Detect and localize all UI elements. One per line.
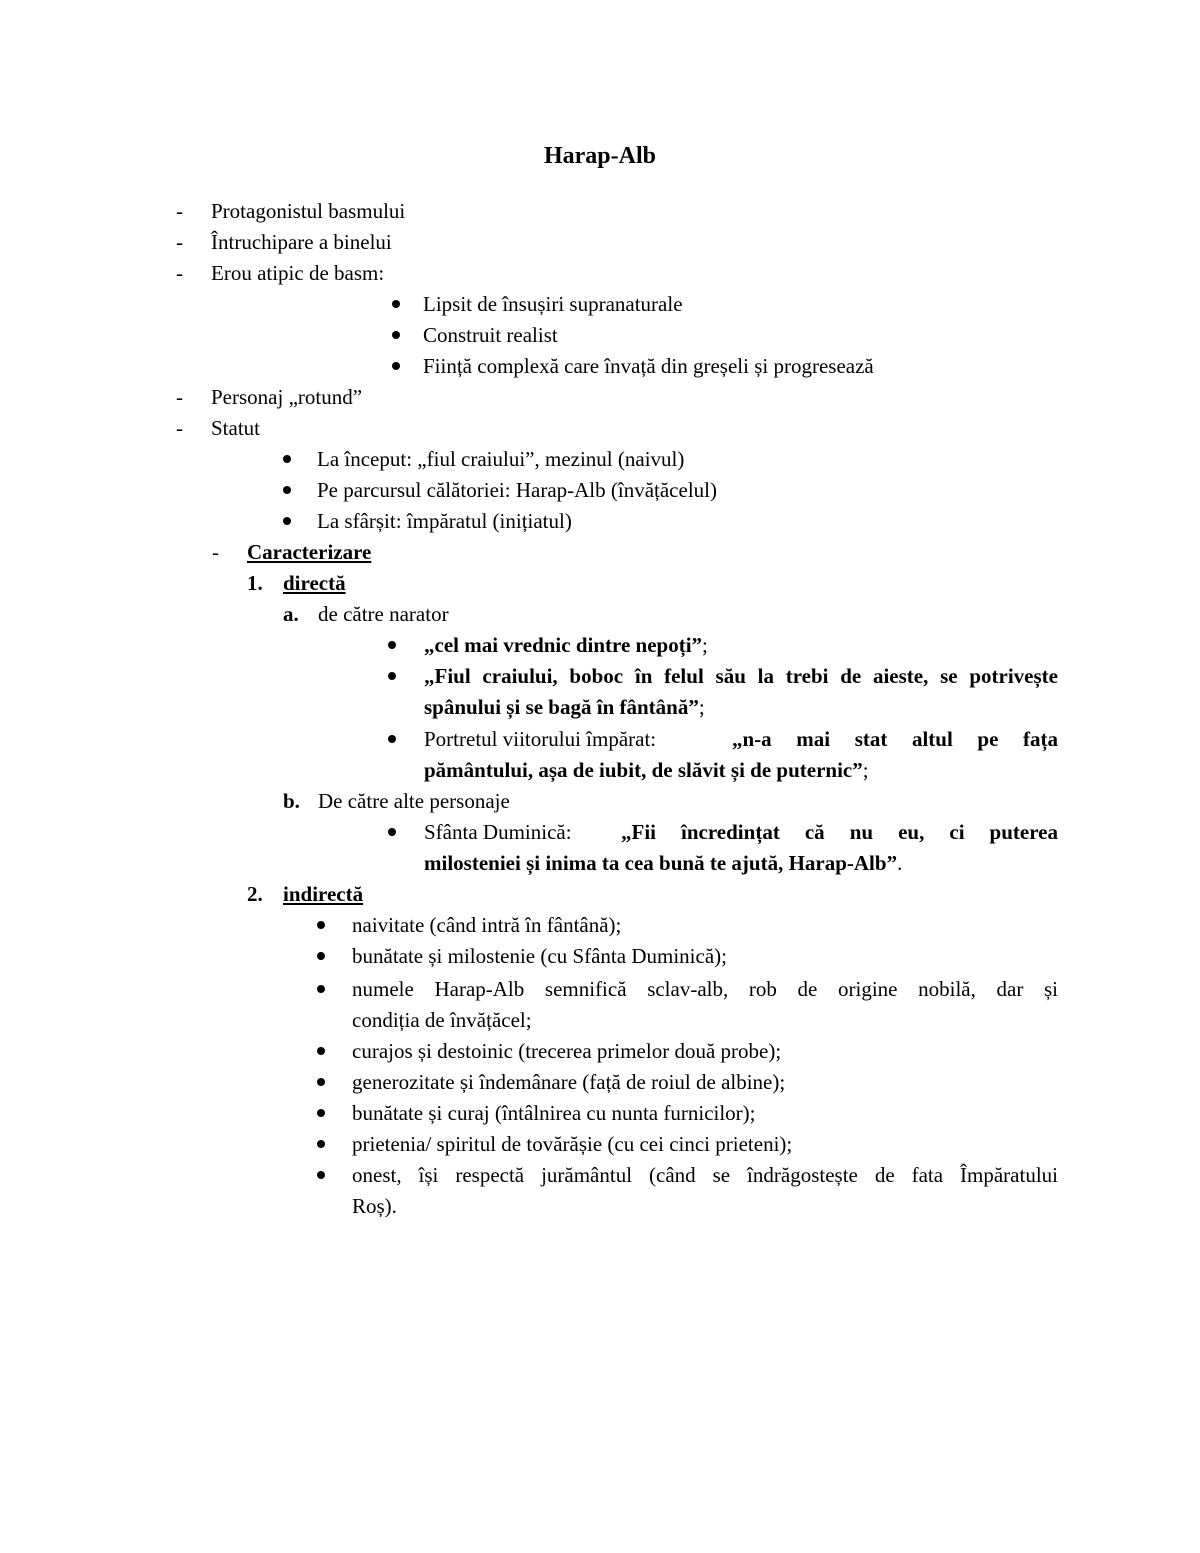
list-item: numele Harap-Alb semnifică sclav-alb, rob de origine nobilă, dar și [352,977,1058,1001]
list-item-statut: Statut [211,416,261,440]
bullet-icon [283,486,291,494]
list-item: bunătate și curaj (întâlnirea cu nunta furnicilor); [352,1101,756,1125]
quote-line: „cel mai vrednic dintre nepoți”; [424,633,708,657]
list-item-intruchipare: Întruchipare a binelui [211,230,392,254]
dash-marker: - [176,199,183,223]
bullet-icon [317,985,325,993]
letter-marker: a. [283,602,299,626]
bullet-icon [388,672,396,680]
number-marker: 2. [247,882,263,906]
bullet-icon [388,735,396,743]
dash-marker: - [212,540,219,564]
list-item: curajos și destoinic (trecerea primelor două probe); [352,1039,782,1063]
list-item: generozitate și îndemânare (față de roiul de albine); [352,1070,786,1094]
bullet-icon [392,300,400,308]
quote-line: pământului, așa de iubit, de slăvit și de puternic”; [424,758,869,782]
bullet-icon [317,1047,325,1055]
sub-item: Lipsit de însușiri supranaturale [423,292,683,316]
sub-item: Construit realist [423,323,558,347]
bullet-icon [392,362,400,370]
dash-marker: - [176,230,183,254]
letter-marker: b. [283,789,300,813]
list-item: condiția de învățăcel; [352,1008,532,1032]
bullet-icon [317,1078,325,1086]
sub-item: Pe parcursul călătoriei: Harap-Alb (învățăcelul) [317,478,717,502]
quote-line: spânului și se bagă în fântână”; [424,695,705,719]
bullet-icon [317,921,325,929]
bullet-icon [388,641,396,649]
bullet-icon [392,331,400,339]
list-item: bunătate și milostenie (cu Sfânta Duminică); [352,944,727,968]
dash-marker: - [176,416,183,440]
quote-line: milosteniei și inima ta cea bună te ajută, Harap-Alb”. [424,851,903,875]
subitem-alte-personaje: De către alte personaje [318,789,510,813]
sub-item: La sfârșit: împăratul (inițiatul) [317,509,572,533]
bullet-icon [388,828,396,836]
dash-marker: - [176,385,183,409]
number-marker: 1. [247,571,263,595]
bullet-icon [317,1109,325,1117]
bullet-icon [317,952,325,960]
sub-item: Ființă complexă care învață din greșeli și progresează [423,354,874,378]
sub-item: La început: „fiul craiului”, mezinul (naivul) [317,447,685,471]
bullet-icon [283,517,291,525]
page-title: Harap-Alb [543,143,656,169]
list-item-personaj-rotund: Personaj „rotund” [211,385,363,409]
list-item-protagonist: Protagonistul basmului [211,199,406,223]
dash-marker: - [176,261,183,285]
list-item: naivitate (când intră în fântână); [352,913,622,937]
section-heading-caracterizare: Caracterizare [247,540,372,564]
bullet-icon [317,1140,325,1148]
subheading-indirecta: indirectă [283,882,364,906]
quote-line: „Fii încredințat că nu eu, ci puterea [621,820,1058,844]
bullet-icon [283,455,291,463]
quote-line: „n-a mai stat altul pe fața [732,727,1058,751]
quote-line: „Fiul craiului, boboc în felul său la trebi de aieste, se potrivește [424,664,1058,688]
bullet-icon [317,1171,325,1179]
subitem-de-catre-narator: de către narator [318,602,449,626]
subheading-directa: directă [283,571,346,595]
list-item-erou-atipic: Erou atipic de basm: [211,261,385,285]
list-item: Roș). [352,1194,397,1218]
list-item: onest, își respectă jurământul (când se îndrăgostește de fata Împăratului [352,1163,1058,1187]
quote-lead: Portretul viitorului împărat: [424,727,657,751]
list-item: prietenia/ spiritul de tovărășie (cu cei cinci prieteni); [352,1132,793,1156]
quote-lead: Sfânta Duminică: [424,820,572,844]
